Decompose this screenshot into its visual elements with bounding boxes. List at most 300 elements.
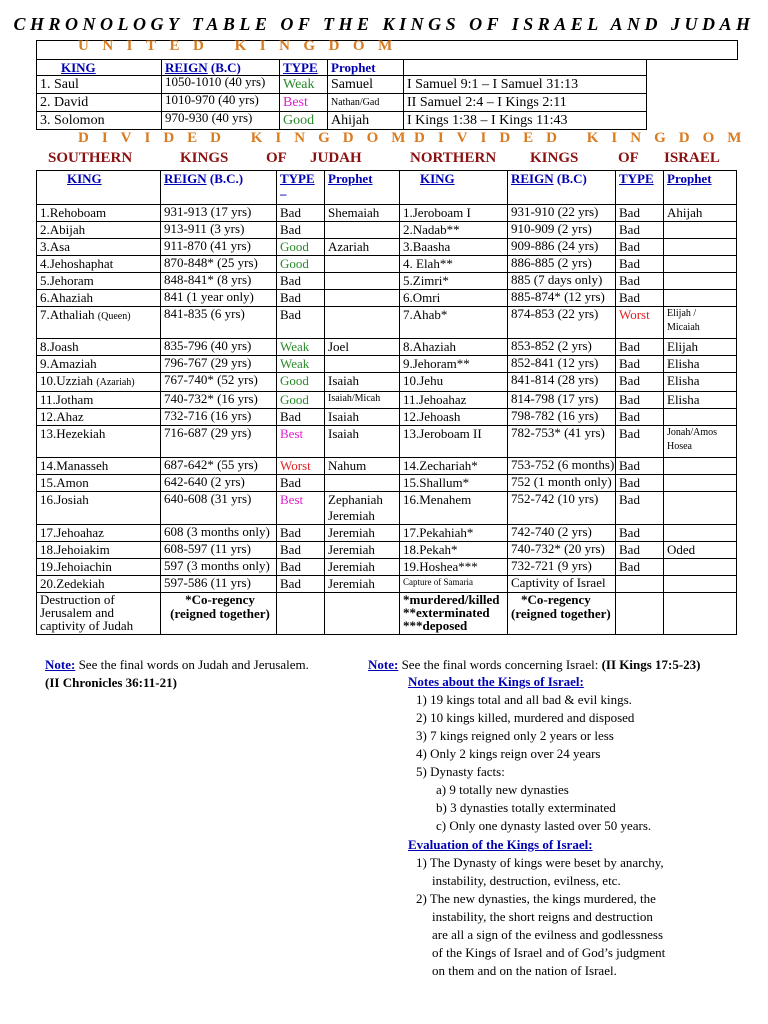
prophet-name [325,458,400,475]
king-name: 11.Jehoahaz [400,392,508,409]
prophet-name [325,205,400,222]
prophet-text: Isaiah [328,426,360,441]
prophet-name [664,256,737,273]
prophet-name [664,373,737,392]
prophet-name [664,559,737,576]
reign-dates: 841-835 (6 yrs) [161,307,277,339]
king-type: Bad [277,542,325,559]
prophet-text: Zephaniah [328,492,383,507]
footer-line: *Co-regency [185,592,255,607]
header-reign-suffix: (B.C.) [206,171,244,186]
reign-dates: 910-909 (2 yrs) [508,222,616,239]
header-king-text: KING [61,60,96,75]
reign-dates: 767-740* (52 yrs) [161,373,277,392]
prophet-name [664,290,737,307]
king-type: Bad [616,542,664,559]
prophet-name [664,339,737,356]
king-name-text: 12.Ahaz [40,409,84,424]
prophet-name [325,356,400,373]
king-name-text: 18.Jehoiakim [40,542,110,557]
prophet-text: Jeremiah [328,508,375,523]
header-reign-suffix: (B.C) [553,171,587,186]
footer-line: (reigned together) [511,606,611,621]
king-type: Good [277,392,325,409]
king-name [37,475,161,492]
king-name [37,290,161,307]
prophet-name [325,559,400,576]
north-heading-word: NORTHERN [410,150,497,166]
king-name [37,576,161,593]
king-type: Bad [616,222,664,239]
king-type: Weak [277,356,325,373]
divided-kingdom-table [36,170,737,635]
south-heading-word: SOUTHERN [48,150,133,166]
prophet-name: Nathan/Gad [328,94,404,112]
reign-dates: 870-848* (25 yrs) [161,256,277,273]
king-type: Bad [616,205,664,222]
king-type: Bad [277,525,325,542]
table-row [37,239,737,256]
reign-dates: 1010-970 (40 yrs) [162,94,280,112]
reign-dates: 1050-1010 (40 yrs) [162,76,280,94]
king-type: Bad [616,525,664,542]
king-name-text: 10.Uzziah [40,373,94,388]
king-name [37,273,161,290]
evaluation-heading: Evaluation of the Kings of Israel: [408,837,593,852]
king-type [616,576,664,593]
reign-dates: 931-913 (17 yrs) [161,205,277,222]
king-type: Bad [616,458,664,475]
prophet-name [325,576,400,593]
king-type: Bad [616,239,664,256]
prophet-name [325,273,400,290]
prophet-name [664,356,737,373]
south-header-prophet [325,171,400,205]
table-row [37,76,647,94]
table-row [37,492,737,525]
reign-dates: 814-798 (17 yrs) [508,392,616,409]
prophet-name: Samuel [328,76,404,94]
notes-about-item: 3) 7 kings reigned only 2 years or less [416,728,614,743]
header-reign-text: REIGN [511,171,554,186]
king-name: 17.Pekahiah* [400,525,508,542]
prophet-text: Joel [328,339,349,354]
prophet-name [664,542,737,559]
reign-dates: 740-732* (20 yrs) [508,542,616,559]
king-name-text: 16.Josiah [40,492,89,507]
reign-dates: 931-910 (22 yrs) [508,205,616,222]
united-kingdom-label: UNITED KINGDOM [78,38,406,54]
king-type: Bad [277,409,325,426]
prophet-text: Elijah / [667,308,697,319]
prophet-name [325,392,400,409]
reign-dates: 782-753* (41 yrs) [508,426,616,458]
dynasty-item: a) 9 totally new dynasties [436,782,569,797]
notes-about-item: 1) 19 kings total and all bad & evil kings. [416,692,632,707]
king-type: Bad [277,559,325,576]
north-heading-word: ISRAEL [664,150,720,166]
note-judah [45,657,309,673]
king-note: (Azariah) [96,377,135,388]
king-name [37,542,161,559]
evaluation-item: instability, the short reigns and destruction [432,909,653,924]
scripture-reference: I Samuel 9:1 – I Samuel 31:13 [404,76,647,94]
king-type: Bad [277,205,325,222]
footer-line: **exterminated [403,605,490,620]
note-text: See the final words on Judah and Jerusalem. [75,657,309,672]
note-label: Note: [45,657,76,672]
king-type: Bad [616,339,664,356]
table-row [37,290,737,307]
king-name [37,222,161,239]
reign-dates: 753-752 (6 months) [508,458,616,475]
king-name: 5.Zimri* [400,273,508,290]
header-prophet-text: Prophet [667,171,712,186]
reign-dates: 874-853 (22 yrs) [508,307,616,339]
king-name: 4. Elah** [400,256,508,273]
header-type-dash: – [280,186,287,201]
king-name: 10.Jehu [400,373,508,392]
reign-dates: 742-740 (2 yrs) [508,525,616,542]
king-note: (Queen) [97,311,131,322]
south-footer-coregency [161,593,277,635]
prophet-name [664,475,737,492]
reign-dates: 909-886 (24 yrs) [508,239,616,256]
king-name [37,426,161,458]
king-name [37,559,161,576]
prophet-name [664,205,737,222]
king-type: Good [280,112,328,130]
north-header-prophet [664,171,737,205]
prophet-name [664,222,737,239]
king-name-text: 11.Jotham [40,392,94,407]
reign-dates: 970-930 (40 yrs) [162,112,280,130]
united-kingdom-table [36,59,647,130]
notes-about-kings [408,673,753,980]
king-name [37,339,161,356]
reign-dates: 752-742 (10 yrs) [508,492,616,525]
king-type: Bad [616,392,664,409]
prophet-name [325,307,400,339]
king-name-text: 4.Jehoshaphat [40,256,114,271]
king-name [37,525,161,542]
reign-dates: Captivity of Israel [508,576,616,593]
king-name-text: 15.Amon [40,475,89,490]
king-type: Bad [616,426,664,458]
table-row [37,94,647,112]
king-name: 14.Zechariah* [400,458,508,475]
north-heading-word: OF [618,150,639,166]
table-row [37,426,737,458]
reign-dates: 752 (1 month only) [508,475,616,492]
king-type: Worst [277,458,325,475]
reign-dates: 796-767 (29 yrs) [161,356,277,373]
king-name [37,307,161,339]
king-type: Bad [616,356,664,373]
header-type-text: TYPE [619,171,654,186]
table-row [37,542,737,559]
reign-dates: 687-642* (55 yrs) [161,458,277,475]
united-header-reign [162,60,280,76]
prophet-name [325,525,400,542]
reign-dates: 608-597 (11 yrs) [161,542,277,559]
king-type: Good [277,239,325,256]
header-king-text: KING [420,171,455,186]
prophet-name [664,307,737,339]
king-type: Best [277,492,325,525]
prophet-text: Jeremiah [328,559,375,574]
king-name: Capture of Samaria [400,576,508,593]
prophet-name [325,542,400,559]
evaluation-item: are all a sign of the evilness and godlessness [432,927,664,942]
table-row [37,112,647,130]
table-row [37,205,737,222]
king-name [37,239,161,256]
prophet-text: Elisha [667,356,700,371]
table-row [37,458,737,475]
prophet-text: Elijah [667,339,699,354]
south-footer-note [37,593,161,635]
reign-dates: 798-782 (16 yrs) [508,409,616,426]
reign-dates: 841-814 (28 yrs) [508,373,616,392]
reign-dates: 852-841 (12 yrs) [508,356,616,373]
united-header-type: TYPE [280,60,328,76]
reign-dates: 835-796 (40 yrs) [161,339,277,356]
evaluation-item: on them and on the nation of Israel. [432,963,617,978]
prophet-text: Elisha [667,392,700,407]
united-header-ref [404,60,647,76]
evaluation-item: 2) The new dynasties, the kings murdered, the [416,891,656,906]
table-row [37,307,737,339]
prophet-name [664,576,737,593]
king-type: Bad [277,273,325,290]
reign-dates: 597-586 (11 yrs) [161,576,277,593]
king-name: 13.Jeroboam II [400,426,508,458]
prophet-text: Isaiah/Micah [328,393,381,404]
south-header-type [277,171,325,205]
table-row [37,576,737,593]
king-type: Bad [616,475,664,492]
north-heading-word: KINGS [530,150,579,166]
prophet-name [664,492,737,525]
king-name-text: 8.Joash [40,339,79,354]
king-name [37,256,161,273]
king-name [37,373,161,392]
king-type: Bad [277,290,325,307]
king-name [37,458,161,475]
king-type: Bad [616,559,664,576]
reign-dates: 886-885 (2 yrs) [508,256,616,273]
prophet-name [664,392,737,409]
king-name: 8.Ahaziah [400,339,508,356]
king-name-text: 1.Rehoboam [40,205,107,220]
king-name: 3. Solomon [37,112,162,130]
king-type: Bad [616,373,664,392]
south-heading-word: JUDAH [310,150,362,166]
table-row [37,222,737,239]
footer-line: *Co-regency [521,592,591,607]
notes-about-item: 2) 10 kings killed, murdered and disposed [416,710,635,725]
footer-line: *murdered/killed [403,592,500,607]
page-title: CHRONOLOGY TABLE OF THE KINGS OF ISRAEL AND JUDAH [13,14,755,34]
prophet-name [664,458,737,475]
reign-dates: 716-687 (29 yrs) [161,426,277,458]
table-row [37,339,737,356]
header-reign-text: REIGN [165,60,208,75]
prophet-text: Azariah [328,239,370,254]
footer-line: (reigned together) [170,606,270,621]
footer-empty [325,593,400,635]
prophet-text: Ahijah [667,205,703,220]
dynasty-item: c) Only one dynasty lasted over 50 years. [436,818,652,833]
south-header-king [37,171,161,205]
king-name-text: 5.Jehoram [40,273,94,288]
divided-kingdom-label-north: DIVIDED KINGDOM [414,130,755,146]
south-header-reign [161,171,277,205]
table-row [37,273,737,290]
reign-dates: 608 (3 months only) [161,525,277,542]
table-row [37,525,737,542]
prophet-text: Jeremiah [328,542,375,557]
notes-about-item: 4) Only 2 kings reign over 24 years [416,746,601,761]
reign-dates: 848-841* (8 yrs) [161,273,277,290]
king-name: 1. Saul [37,76,162,94]
prophet-text: Oded [667,542,696,557]
king-name-text: 13.Hezekiah [40,426,106,441]
table-footer-row [37,593,737,635]
king-type: Weak [277,339,325,356]
note-israel [368,657,701,673]
prophet-name: Ahijah [328,112,404,130]
king-name [37,356,161,373]
king-name [37,492,161,525]
king-type: Best [280,94,328,112]
king-type: Good [277,256,325,273]
reign-dates: 841 (1 year only) [161,290,277,307]
north-footer-note [400,593,508,635]
king-name [37,392,161,409]
reign-dates: 885-874* (12 yrs) [508,290,616,307]
prophet-name [664,239,737,256]
scripture-reference: II Samuel 2:4 – I Kings 2:11 [404,94,647,112]
king-name [37,409,161,426]
prophet-name [664,409,737,426]
header-king-text: KING [67,171,102,186]
king-name-text: 6.Ahaziah [40,290,94,305]
king-type: Weak [280,76,328,94]
north-header-reign [508,171,616,205]
north-header-king [400,171,508,205]
table-row [37,373,737,392]
prophet-name [325,239,400,256]
note-text: See the final words concerning Israel: [398,657,602,672]
king-name: 6.Omri [400,290,508,307]
reign-dates: 911-870 (41 yrs) [161,239,277,256]
king-name: 3.Baasha [400,239,508,256]
king-name: 2. David [37,94,162,112]
reign-dates: 853-852 (2 yrs) [508,339,616,356]
king-name-text: 19.Jehoiachin [40,559,112,574]
dynasty-item: b) 3 dynasties totally exterminated [436,800,616,815]
king-name-text: 9.Amaziah [40,356,97,371]
divided-kingdom-label-south: DIVIDED KINGDOM [78,130,419,146]
king-type: Bad [277,307,325,339]
reign-dates: 732-721 (9 yrs) [508,559,616,576]
reign-dates: 913-911 (3 yrs) [161,222,277,239]
note-label: Note: [368,657,399,672]
king-name-text: 2.Abijah [40,222,86,237]
king-type: Worst [616,307,664,339]
header-type-text: TYPE [280,171,315,186]
note-judah-ref: (II Chronicles 36:11-21) [45,675,177,690]
reign-dates: 640-608 (31 yrs) [161,492,277,525]
king-name [37,205,161,222]
reign-dates: 642-640 (2 yrs) [161,475,277,492]
king-name: 2.Nadab** [400,222,508,239]
prophet-name [664,426,737,458]
reign-dates: 885 (7 days only) [508,273,616,290]
evaluation-item: 1) The Dynasty of kings were beset by anarchy, [416,855,664,870]
united-header-king [37,60,162,76]
notes-about-item: 5) Dynasty facts: [416,764,505,779]
king-name: 16.Menahem [400,492,508,525]
king-name: 15.Shallum* [400,475,508,492]
table-row [37,475,737,492]
king-name-text: 20.Zedekiah [40,576,105,591]
reign-dates: 740-732* (16 yrs) [161,392,277,409]
king-name-text: 7.Athaliah [40,307,95,322]
prophet-name [325,339,400,356]
prophet-name [325,409,400,426]
footer-line: Jerusalem and [40,605,115,620]
king-name: 19.Hoshea*** [400,559,508,576]
king-name-text: 17.Jehoahaz [40,525,104,540]
prophet-name [325,492,400,525]
king-type: Best [277,426,325,458]
reign-dates: 597 (3 months only) [161,559,277,576]
king-name: 9.Jehoram** [400,356,508,373]
king-name: 1.Jeroboam I [400,205,508,222]
evaluation-item: of the Kings of Israel and of God’s judgment [432,945,666,960]
notes-about-heading: Notes about the Kings of Israel: [408,674,584,689]
prophet-name [325,373,400,392]
header-reign-suffix: (B.C) [207,60,241,75]
king-type: Bad [616,256,664,273]
united-header-prophet: Prophet [328,60,404,76]
king-name-text: 14.Manasseh [40,458,109,473]
king-type: Bad [277,222,325,239]
north-header-type [616,171,664,205]
king-name: 7.Ahab* [400,307,508,339]
prophet-name [325,222,400,239]
table-row [37,559,737,576]
footer-line: Destruction of [40,592,115,607]
prophet-name [325,475,400,492]
north-footer-coregency [508,593,616,635]
evaluation-item: instability, destruction, evilness, etc. [432,873,621,888]
prophet-name [664,273,737,290]
prophet-text: Jeremiah [328,525,375,540]
king-type: Bad [616,273,664,290]
header-reign-text: REIGN [164,171,207,186]
prophet-name [325,256,400,273]
prophet-name [325,426,400,458]
prophet-name [325,290,400,307]
table-row [37,256,737,273]
note-ref: (II Kings 17:5-23) [601,657,701,672]
prophet-text: Isaiah [328,409,360,424]
footer-empty [616,593,664,635]
